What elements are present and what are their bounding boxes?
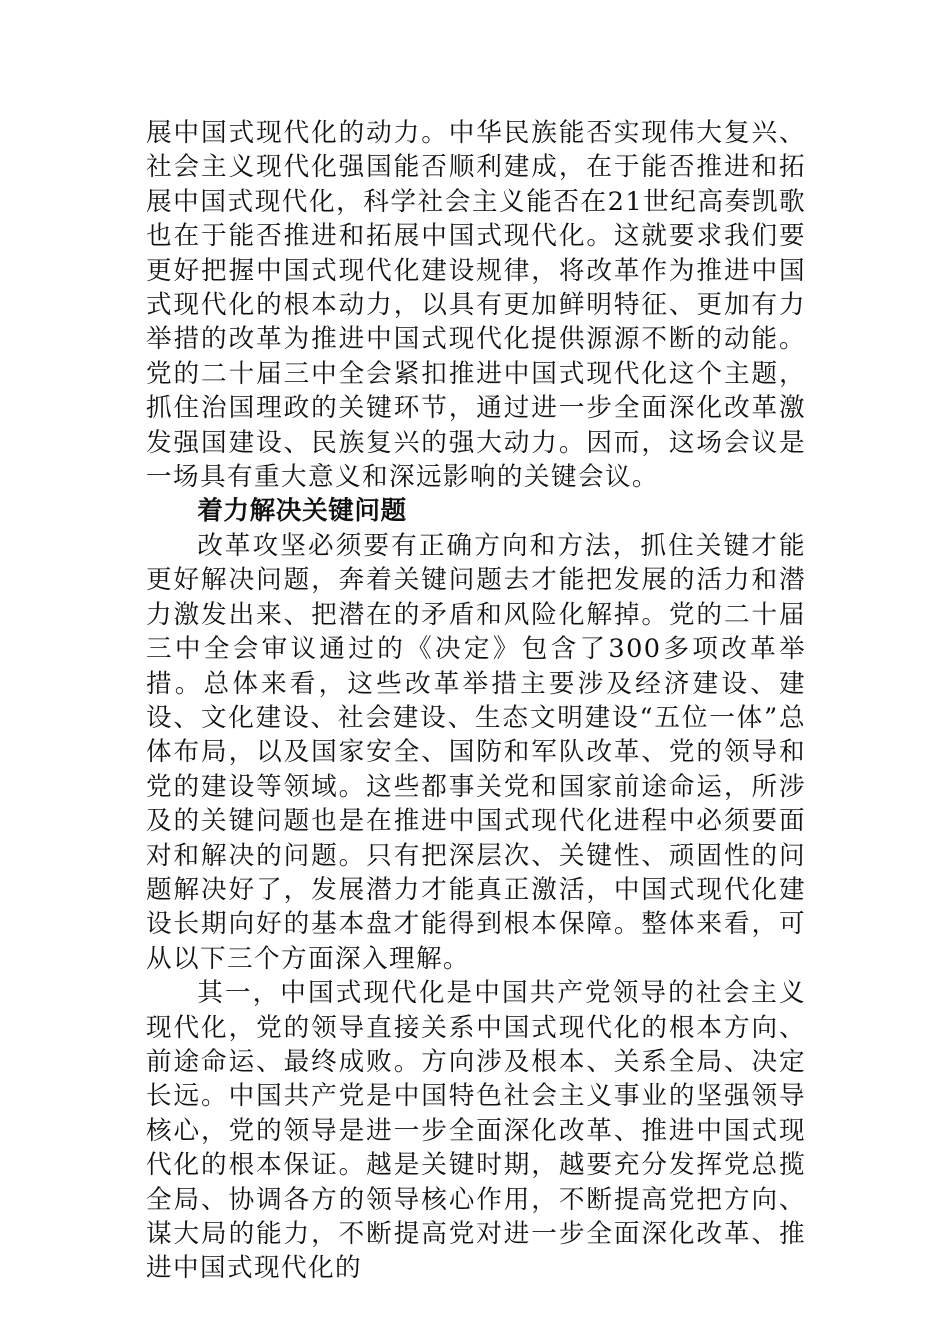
document-page bbox=[146, 116, 806, 1286]
paragraph-continuation: 展中国式现代化的动力。中华民族能否实现伟大复兴、社会主义现代化强国能否顺利建成，在于能否推进和拓展中国式现代化，科学社会主义能否在21世纪高奏凯歌也在于能否推进和拓展中国式现代化。这就要求我们要更好把握中国式现代化建设规律，将改革作为推进中国式现代化的根本动力，以具有更加鲜明特征、更加有力举措的改革为推进中国式现代化提供源源不断的动能。党的二十届三中全会紧扣推进中国式现代化这个主题，抓住治国理政的关键环节，通过进一步全面深化改革激发强国建设、民族复兴的强大动力。因而，这场会议是一场具有重大意义和深远影响的关键会议。 bbox=[146, 118, 806, 493]
paragraph-key-issues: 改革攻坚必须要有正确方向和方法，抓住关键才能更好解决问题，奔着关键问题去才能把发展的活力和潜力激发出来、把潜在的矛盾和风险化解掉。党的二十届三中全会审议通过的《决定》包含了300多项改革举措。总体来看，这些改革举措主要涉及经济建设、建设、文化建设、社会建设、生态文明建设“五位一体”总体布局，以及国家安全、国防和军队改革、党的领导和党的建设等领域。这些都事关党和国家前途命运，所涉及的关键问题也是在推进中国式现代化进程中必须要面对和解决的问题。只有把深层次、关键性、顽固性的问题解决好了，发展潜力才能真正激活，中国式现代化建设长期向好的基本盘才能得到根本保障。整体来看，可从以下三个方面深入理解。 bbox=[146, 530, 806, 974]
section-heading: 着力解决关键问题 bbox=[197, 496, 407, 527]
paragraph-point-one: 其一，中国式现代化是中国共产党领导的社会主义现代化，党的领导直接关系中国式现代化的根本方向、前途命运、最终成败。方向涉及根本、关系全局、决定长远。中国共产党是中国特色社会主义事业的坚强领导核心，党的领导是进一步全面深化改革、推进中国式现代化的根本保证。越是关键时期，越要充分发挥党总揽全局、协调各方的领导核心作用，不断提高党把方向、谋大局的能力，不断提高党对进一步全面深化改革、推进中国式现代化的 bbox=[146, 978, 806, 1284]
